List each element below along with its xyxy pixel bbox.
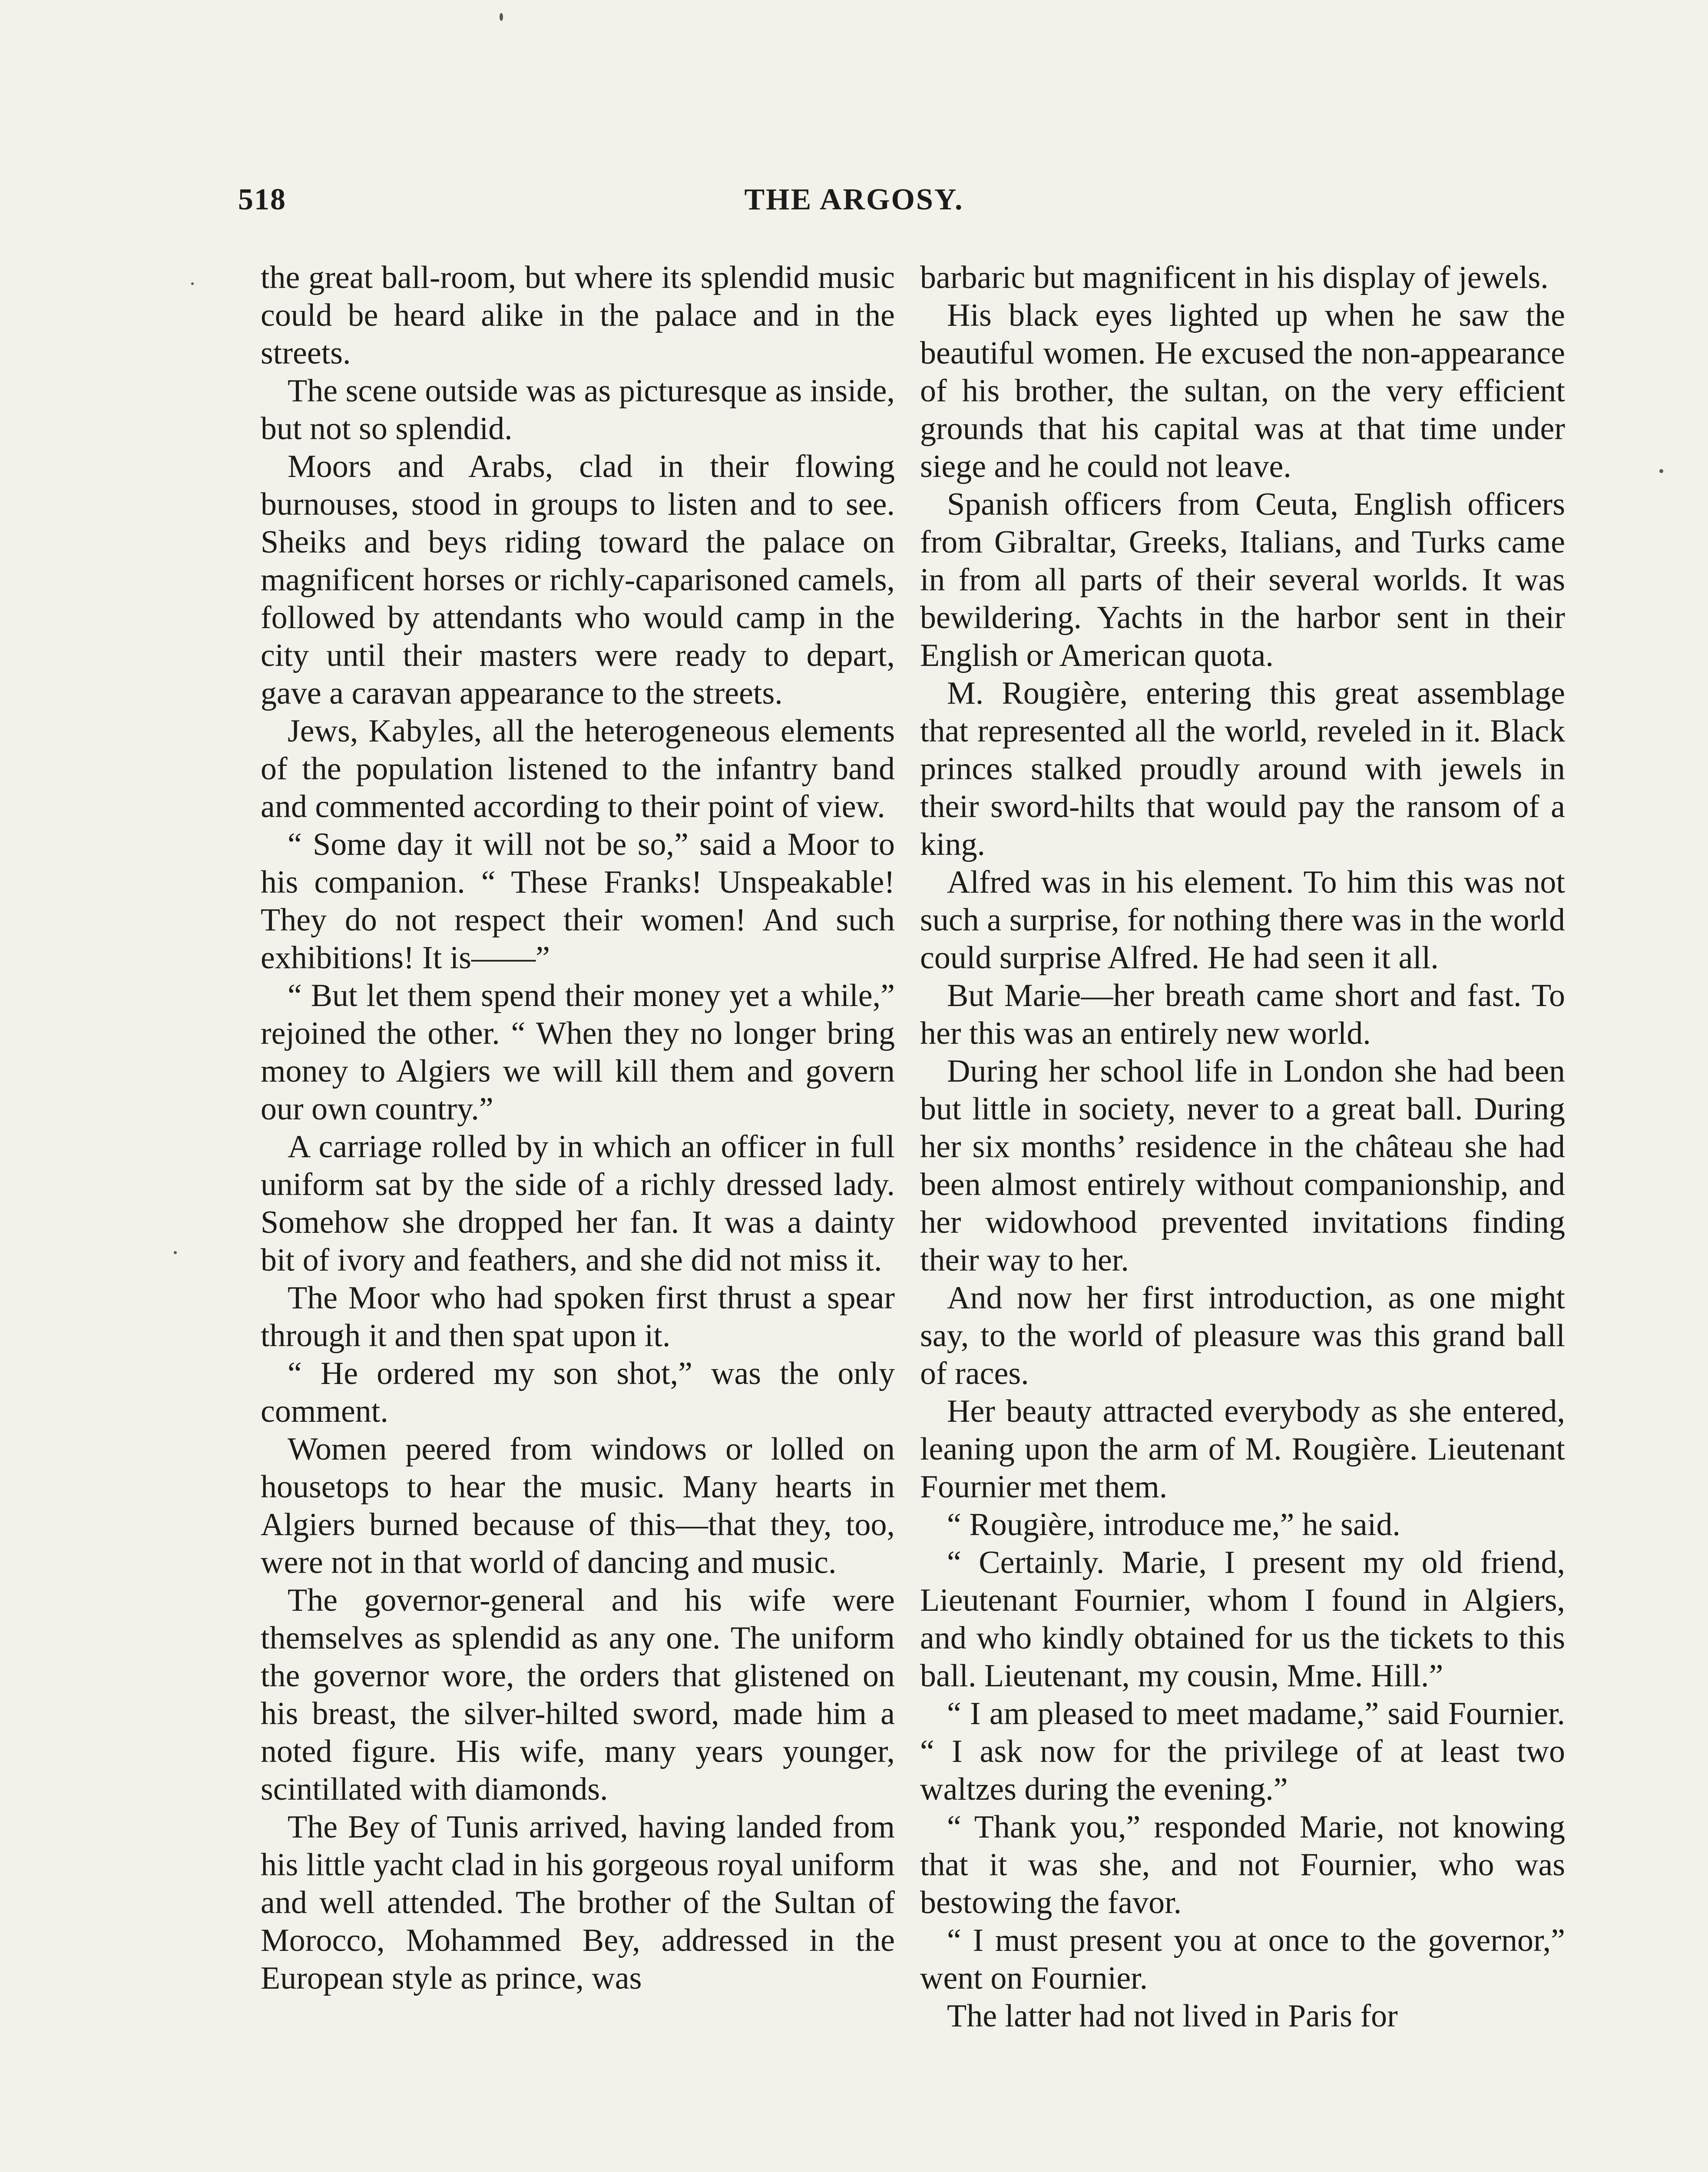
scan-speck: [500, 13, 503, 21]
paragraph: barbaric but magnificent in his display of jewels.: [920, 260, 1549, 295]
scan-speck: [1659, 469, 1663, 473]
paragraph: “ Thank you,” responded Marie, not knowing that it was she, and not Fournier, who was bestowing the favor.: [920, 1809, 1565, 1920]
page-header: [0, 182, 1708, 226]
paragraph: “ I am pleased to meet madame,” said Fournier. “ I ask now for the privilege of at least two waltzes during the evening.”: [920, 1696, 1565, 1807]
paragraph: “ Rougière, introduce me,” he said.: [947, 1507, 1400, 1543]
paragraph: Spanish officers from Ceuta, English officers from Gibraltar, Greeks, Italians, and Turks came in from all parts of their several worlds. It was bewildering. Yachts in the harbor sent in their English or American quota.: [920, 487, 1565, 673]
paragraph: But Marie—her breath came short and fast. To her this was an entirely new world.: [920, 978, 1565, 1051]
running-title: THE ARGOSY.: [744, 183, 964, 216]
paragraph: And now her first introduction, as one might say, to the world of pleasure was this grand ball of races.: [920, 1280, 1565, 1391]
scan-speck: [174, 1251, 177, 1254]
paragraph: Her beauty attracted everybody as she entered, leaning upon the arm of M. Rougière. Lieutenant Fournier met them.: [920, 1394, 1565, 1505]
paragraph: Jews, Kabyles, all the heterogeneous elements of the population listened to the infantry band and commented according to their point of view.: [261, 713, 895, 824]
paragraph: A carriage rolled by in which an officer in full uniform sat by the side of a richly dressed lady. Somehow she dropped her fan. It was a dainty bit of ivory and feathers, and she did not miss it.: [261, 1129, 895, 1278]
paragraph: Alfred was in his element. To him this was not such a surprise, for nothing there was in the world could surprise Alfred. He had seen it all.: [920, 864, 1565, 976]
right-column: [920, 259, 1565, 2035]
paragraph: M. Rougière, entering this great assemblage that represented all the world, reveled in it. Black princes stalked proudly around with jewels in their sword-hilts that would pay the ransom of a king.: [920, 675, 1565, 862]
paragraph: During her school life in London she had been but little in society, never to a great ball. During her six months’ residence in the château she had been almost entirely without companionship, and her widowhood prevented invitations finding their way to her.: [920, 1053, 1565, 1278]
left-column: [261, 259, 895, 1997]
paragraph: His black eyes lighted up when he saw the beautiful women. He excused the non-appearance of his brother, the sultan, on the very efficient grounds that his capital was at that time under siege and he could not leave.: [920, 298, 1565, 484]
paragraph: “ Some day it will not be so,” said a Moor to his companion. “ These Franks! Unspeakable! They do not respect their women! And such exhibitions! It is——”: [261, 827, 895, 976]
paragraph: The Moor who had spoken first thrust a spear through it and then spat upon it.: [261, 1280, 895, 1354]
paragraph: “ He ordered my son shot,” was the only comment.: [261, 1356, 895, 1429]
paragraph: “ I must present you at once to the governor,” went on Fournier.: [920, 1923, 1565, 1996]
page-number: 518: [238, 183, 286, 216]
paragraph: The scene outside was as picturesque as inside, but not so splendid.: [261, 373, 895, 447]
paragraph: “ Certainly. Marie, I present my old friend, Lieutenant Fournier, whom I found in Algiers, and who kindly obtained for us the tickets to this ball. Lieutenant, my cousin, Mme. Hill.”: [920, 1545, 1565, 1694]
paragraph: The Bey of Tunis arrived, having landed from his little yacht clad in his gorgeous royal uniform and well attended. The brother of the Sultan of Morocco, Mohammed Bey, addressed in the European style as prince, was: [261, 1809, 895, 1996]
paragraph: “ But let them spend their money yet a while,” rejoined the other. “ When they no longer bring money to Algiers we will kill them and govern our own country.”: [261, 978, 895, 1127]
paragraph: The latter had not lived in Paris for: [947, 1998, 1398, 2034]
scan-speck: [191, 282, 194, 285]
paragraph: the great ball-room, but where its splendid music could be heard alike in the palace and in the streets.: [261, 260, 895, 371]
paragraph: Women peered from windows or lolled on housetops to hear the music. Many hearts in Algiers burned because of this—that they, too, were not in that world of dancing and music.: [261, 1431, 895, 1580]
paragraph: Moors and Arabs, clad in their flowing burnouses, stood in groups to listen and to see. Sheiks and beys riding toward the palace on magnificent horses or richly-caparisoned camels, followed by attendants who would camp in the city until their masters were ready to depart, gave a caravan appearance to the streets.: [261, 449, 895, 711]
paragraph: The governor-general and his wife were themselves as splendid as any one. The uniform the governor wore, the orders that glistened on his breast, the silver-hilted sword, made him a noted figure. His wife, many years younger, scintillated with diamonds.: [261, 1583, 895, 1807]
